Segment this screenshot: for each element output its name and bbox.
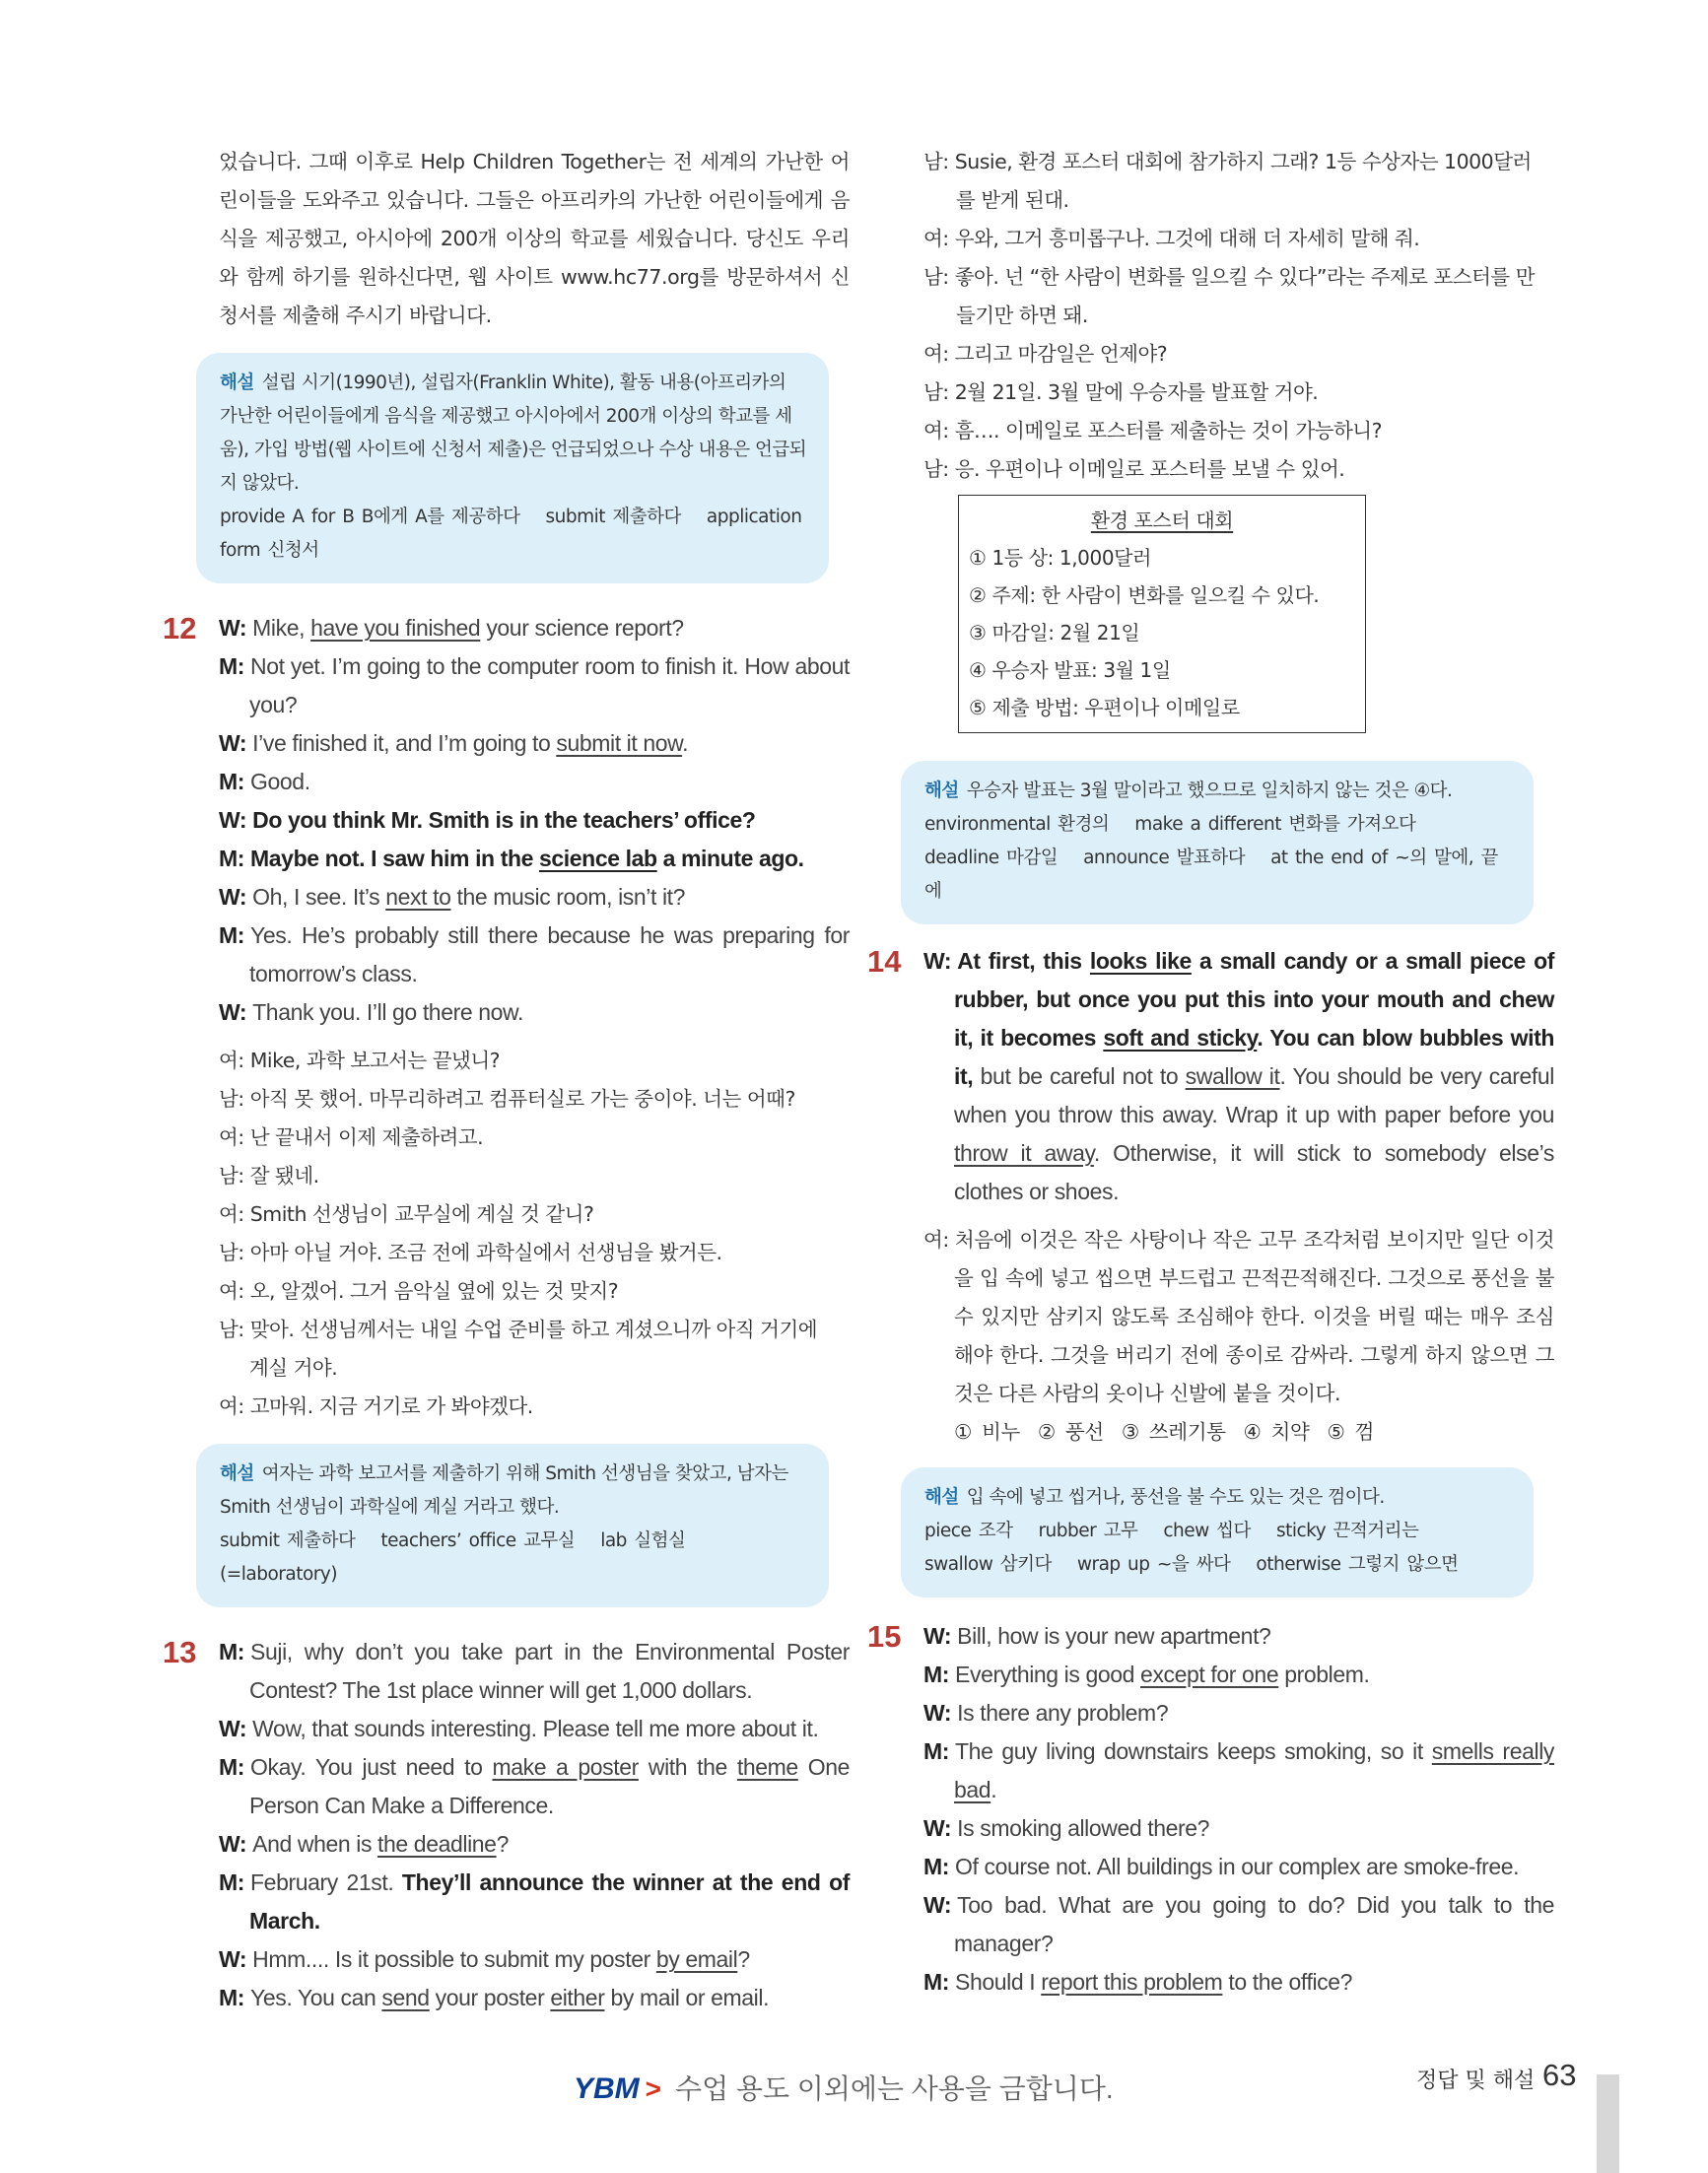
q14-korean-translation [923,1221,1554,1413]
vocab-term: submit 제출하다 [220,1530,356,1551]
dialogue-line [923,1694,1554,1732]
option: ③ 쓰레기통 [1121,1420,1226,1444]
vocab-term: sticky 끈적거리는 [1275,1521,1419,1541]
right-column [867,143,1555,2002]
dialogue-line [219,647,850,724]
explanation-text: 여자는 과학 보고서를 제출하기 위해 Smith 선생님을 찾았고, 남자는 Smith 선생님이 과학실에 계실 거라고 했다. [220,1463,788,1518]
line-text: Okay. You just need to [250,1754,493,1780]
speaker: W: [219,1946,247,1972]
speaker: W: [923,1892,952,1918]
translation-line: 남: 좋아. 넌 “한 사람이 변화를 일으킬 수 있다”라는 주제로 포스터를 만 [923,265,1536,289]
vocab-term: chew 씹다 [1163,1521,1251,1541]
line-text: The guy living downstairs keeps smoking, so it [955,1738,1432,1764]
underlined-answer: science lab [539,846,657,871]
underlined-answer: either [550,1985,605,2010]
line-text: One Person Can Make a Difference. [249,1754,851,1818]
dialogue-line [219,840,850,878]
speaker: W: [219,615,247,641]
translation-line: 남: 아마 아닐 거야. 조금 전에 과학실에서 선생님을 봤거든. [219,1241,722,1264]
vocab-list [220,1530,685,1585]
speaker: W: [219,884,247,910]
summary-title: 환경 포스터 대회 [1090,509,1234,532]
underlined-answer: theme [736,1754,798,1780]
question-14 [867,942,1555,1597]
summary-item: ③ 마감일: 2월 21일 [969,621,1140,645]
line-text: to the office? [1222,1969,1353,1995]
summary-item: ⑤ 제출 방법: 우편이나 이메일로 [969,696,1240,719]
line-text: . [682,730,689,756]
line-text: but be careful not to [973,1063,1186,1089]
line-text: ? [737,1946,750,1972]
footer-notice [574,2068,1114,2107]
translation-line: 여: 흠…. 이메일로 포스터를 제출하는 것이 가능하니? [923,419,1382,442]
vocab-term: announce 발표하다 [1083,848,1246,868]
explanation-label: 해설 [220,1463,254,1484]
dialogue-line [219,1710,850,1748]
question-number: 12 [163,611,197,645]
explanation-text: 우승자 발표는 3월 말이라고 했으므로 일치하지 않는 것은 ④다. [966,781,1453,801]
chevron-right-icon: > [645,2073,662,2104]
summary-item: ② 주제: 한 사람이 변화를 일으킬 수 있다. [969,583,1320,607]
line-text: Everything is good [955,1662,1141,1687]
speaker: W: [923,948,952,974]
contest-summary-table [958,495,1366,733]
line-text: . You can blow bubbles with it, [954,1025,1555,1089]
option: ② 풍선 [1037,1420,1104,1444]
explanation-label: 해설 [924,781,959,801]
vocab-term: environmental 환경의 [924,814,1110,835]
underlined-answer: send [381,1985,430,2010]
line-text: Is there any problem? [957,1700,1169,1726]
dialogue-line [219,1748,850,1825]
line-text: Not yet. I’m going to the computer room to finish it. How about you? [249,653,850,717]
line-text: by mail or email. [604,1985,770,2010]
speaker: W: [219,1716,247,1741]
line-text: I’ve finished it, and I’m going to [252,730,557,756]
translation-line: 여: Mike, 과학 보고서는 끝냈니? [219,1049,501,1072]
translation-text: 처음에 이것은 작은 사탕이나 작은 고무 조각처럼 보이지만 일단 이것을 입 속에 넣고 씹으면 부드럽고 끈적끈적해진다. 그것으로 풍선을 불 수 있지만 삼키지 않도록 조심해야 한다. 이것을 버릴 때는 매우 조심해야 한다. 그것을 버리기 전에 종이로 감싸라. 그렇게 하지 않으면 그것은 다른 사람의 옷이나 신발에 붙을 것이다. [954,1228,1554,1405]
dialogue-line [219,917,850,993]
speaker: W: [923,1623,952,1649]
translation-line: 여: Smith 선생님이 교무실에 계실 것 같니? [219,1202,594,1226]
answer-options [923,1413,1554,1452]
question-15 [867,1617,1554,2002]
line-text: Maybe not. I saw him in the [250,846,539,871]
speaker: M: [219,653,245,679]
translation-line: 계실 거야. [249,1356,338,1380]
translation-line: 여: 오, 알겠어. 그거 음악실 옆에 있는 것 맞지? [219,1279,619,1303]
speaker: M: [219,1985,245,2010]
dialogue-line [219,993,850,1032]
line-text: Oh, I see. It’s [252,884,386,910]
speaker: M: [219,922,245,948]
vocab-term: at the end of ~의 말에, 끝에 [924,848,1498,902]
speaker: M: [219,1754,245,1780]
q14-explanation-box [901,1467,1534,1597]
dialogue-line [923,1848,1554,1886]
speaker: 여: [923,1228,949,1252]
dialogue-line [923,1886,1554,1963]
underlined-answer: have you finished [310,615,481,641]
q12-korean-translation [219,1042,850,1426]
dialogue-line [923,1617,1554,1656]
line-text: your science report? [480,615,684,641]
q13-explanation-box [901,761,1534,924]
vocab-term: lab 실험실(=laboratory) [220,1530,686,1585]
line-text: Is smoking allowed there? [957,1815,1210,1841]
dialogue-line [219,1633,850,1710]
q13-korean-translation [923,143,1554,489]
dialogue-line [219,878,850,917]
vocab-term: application form 신청서 [220,507,802,561]
dialogue-line [923,1732,1554,1809]
vocab-list [924,814,1498,902]
option: ① 비누 [954,1420,1020,1444]
line-text: Yes. He’s probably still there because he was preparing for tomorrow’s class. [249,922,850,986]
underlined-answer: soft and sticky [1103,1025,1258,1051]
dialogue-line [923,1963,1554,2002]
line-text: . You should be very careful when you throw this away. Wrap it up with paper before you [954,1063,1554,1127]
line-text: At first, this [957,948,1090,974]
speaker: M: [219,1869,245,1895]
line-text: problem. [1278,1662,1370,1687]
vocab-list [220,507,801,561]
vocab-term: wrap up ~을 싸다 [1076,1554,1231,1575]
underlined-answer: except for one [1140,1662,1279,1687]
dialogue-line [219,763,850,801]
line-text: Should I [955,1969,1042,1995]
summary-item: ④ 우승자 발표: 3월 1일 [969,658,1171,682]
key-sentence: They’ll announce the winner at the end of March. [249,1869,850,1934]
underlined-answer: report this problem [1041,1969,1223,1995]
speaker: W: [219,1831,247,1857]
underlined-answer: submit it now [556,730,683,756]
explanation-text: 입 속에 넣고 씹거나, 풍선을 불 수도 있는 것은 껌이다. [966,1487,1385,1508]
vocab-term: swallow 삼키다 [924,1554,1052,1575]
line-text: Good. [250,769,310,794]
line-text: . [991,1777,997,1802]
translation-line: 여: 고마워. 지금 거기로 가 봐야겠다. [219,1394,533,1418]
line-text: a small candy or a small piece of rubber, but once you put this into your mouth and chew it, it becomes [954,948,1555,1051]
line-text: Bill, how is your new apartment? [957,1623,1271,1649]
usage-notice: 수업 용도 이외에는 사용을 금합니다. [675,2073,1114,2104]
speaker: M: [219,1639,245,1664]
translation-line: 여: 난 끝내서 이제 제출하려고. [219,1125,484,1149]
ybm-logo: YBM [574,2072,640,2105]
translation-line: 남: 잘 됐네. [219,1164,319,1188]
translation-line: 여: 우와, 그거 흥미롭구나. 그것에 대해 더 자세히 말해 줘. [923,227,1420,250]
line-text: Of course not. All buildings in our complex are smoke-free. [955,1854,1520,1879]
line-text: Do you think Mr. Smith is in the teachers’ office? [252,807,756,833]
line-text: Hmm.... Is it possible to submit my poster [252,1946,656,1972]
line-text: a minute ago. [656,846,804,871]
underlined-answer: smells really bad [954,1738,1554,1802]
question-number: 14 [867,944,902,979]
line-text: Mike, [252,615,311,641]
dialogue-line [219,609,850,647]
line-text: the music room, isn’t it? [450,884,686,910]
explanation-text: 설립 시기(1990년), 설립자(Franklin White), 활동 내용(아프리카의 가난한 어린이들에게 음식을 제공했고 아시아에서 200개 이상의 학교를 세움), 가입 방법(웹 사이트에 신청서 제출)은 언급되었으나 수상 내용은 언급되지 않았다. [220,373,807,494]
underlined-answer: next to [385,884,451,910]
speaker: M: [219,846,245,871]
vocab-term: otherwise 그렇지 않으면 [1256,1554,1459,1575]
speaker: W: [923,1700,952,1726]
speaker: M: [923,1969,950,1995]
line-text: Thank you. I’ll go there now. [252,999,523,1025]
dialogue-line [219,1825,850,1864]
question-number: 13 [163,1635,197,1669]
line-text: Too bad. What are you going to do? Did you talk to the manager? [954,1892,1554,1956]
line-text: Yes. You can [250,1985,382,2010]
summary-item: ① 1등 상: 1,000달러 [969,546,1152,570]
translation-line: 남: 맞아. 선생님께서는 내일 수업 준비를 하고 계셨으니까 아직 거기에 [219,1318,818,1341]
underlined-answer: the deadline [377,1831,497,1857]
dialogue-line [219,1940,850,1979]
dialogue-line [219,1979,850,2017]
question-number: 15 [867,1619,902,1654]
speaker: M: [923,1854,950,1879]
dialogue-line [923,1809,1554,1848]
underlined-answer: make a poster [492,1754,639,1780]
line-text: February 21st. [250,1869,402,1895]
line-text: with the [638,1754,737,1780]
vocab-term: piece 조각 [924,1521,1013,1541]
line-text: Wow, that sounds interesting. Please tell me more about it. [252,1716,819,1741]
explanation-label: 해설 [220,373,254,393]
underlined-answer: swallow it [1185,1063,1280,1089]
q12-explanation-box [196,1444,829,1607]
q11-korean-translation-end: 었습니다. 그때 이후로 Help Children Together는 전 세계의 가난한 어린이들을 도와주고 있습니다. 그들은 아프리카의 가난한 어린이들에게 음식을 제공했고, 아시아에 200개 이상의 학교를 세웠습니다. 당신도 우리와 함께 하기를 원하신다면, 웹 사이트 www.hc77.org를 방문하셔서 신청서를 제출해 주시기 바랍니다. [219,150,850,327]
line-text: ? [496,1831,509,1857]
left-column [163,143,851,2017]
vocab-list [924,1521,1483,1575]
vocab-term: deadline 마감일 [924,848,1059,868]
question-12 [163,609,850,1607]
line-text: . Otherwise, it will stick to somebody else’s clothes or shoes. [954,1140,1555,1204]
vocab-term: submit 제출하다 [545,507,681,527]
page-label: 정답 및 해설 [1416,2069,1536,2093]
translation-line: 를 받게 된대. [956,188,1069,212]
option: ④ 치약 [1243,1420,1310,1444]
dialogue-line [219,801,850,840]
line-text: And when is [252,1831,378,1857]
page-edge-tab [1597,2074,1619,2173]
vocab-term: teachers’ office 교무실 [380,1530,576,1551]
line-text: Suji, why don’t you take part in the Environmental Poster Contest? The 1st place winner will get 1,000 dollars. [249,1639,850,1703]
translation-line: 들기만 하면 돼. [956,304,1088,327]
translation-line: 남: Susie, 환경 포스터 대회에 참가하지 그래? 1등 수상자는 1000달러 [923,150,1532,173]
explanation-label: 해설 [924,1487,959,1508]
dialogue-line [923,1656,1554,1694]
speaker: M: [923,1738,950,1764]
speaker: M: [219,769,245,794]
page-number: 63 [1542,2058,1577,2092]
vocab-term: provide A for B B에게 A를 제공하다 [220,507,520,527]
speaker: W: [219,999,247,1025]
question-13 [163,1633,851,2017]
translation-line: 남: 응. 우편이나 이메일로 포스터를 보낼 수 있어. [923,457,1345,481]
translation-line: 남: 아직 못 했어. 마무리하려고 컴퓨터실로 가는 중이야. 너는 어때? [219,1087,795,1111]
speaker: W: [923,1815,952,1841]
dialogue-line [219,1864,850,1940]
q11-explanation-box [196,353,829,583]
dialogue-line [219,724,850,763]
underlined-answer: throw it away [954,1140,1094,1166]
line-text: your poster [429,1985,551,2010]
translation-line: 여: 그리고 마감일은 언제야? [923,342,1168,366]
underlined-answer: looks like [1089,948,1192,974]
monologue [923,942,1554,1211]
option: ⑤ 껌 [1327,1420,1374,1444]
speaker: W: [219,807,247,833]
translation-line: 남: 2월 21일. 3월 말에 우승자를 발표할 거야. [923,380,1319,404]
underlined-answer: by email [655,1946,738,1972]
vocab-term: rubber 고무 [1038,1521,1138,1541]
speaker: W: [219,730,247,756]
vocab-term: make a different 변화를 가져오다 [1134,814,1416,835]
speaker: M: [923,1662,950,1687]
